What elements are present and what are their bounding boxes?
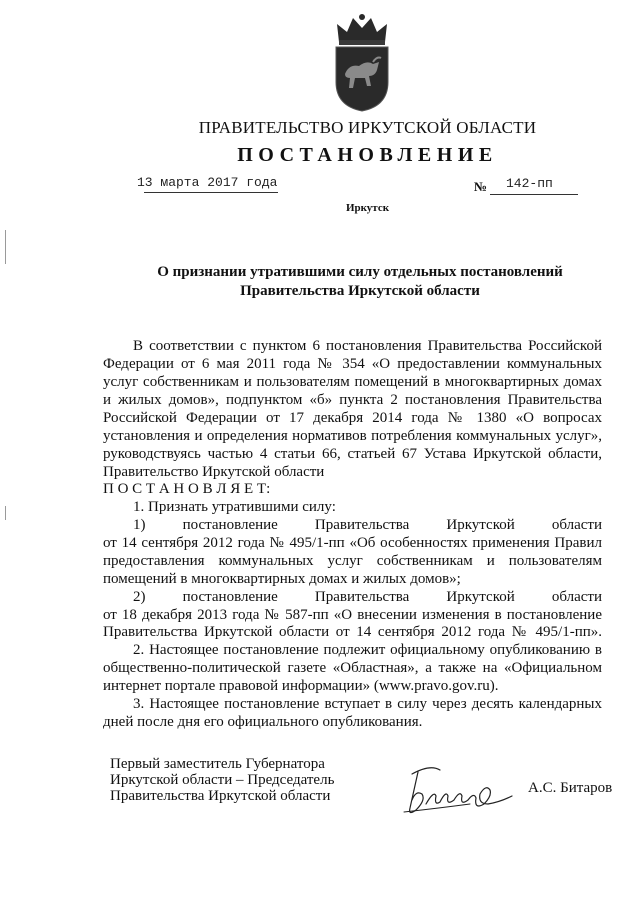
body-line: и жилых домов», подпунктом «б» пункта 2 постановления Правительства: [103, 392, 602, 408]
body-line: В соответствии с пунктом 6 постановления Правительства Российской: [133, 338, 602, 354]
city: Иркутск: [345, 202, 390, 214]
body-line: от 14 сентября 2012 года № 495/1-пп «Об особенностях применения Правил: [103, 535, 602, 551]
body-line: дней после дня его официального опубликования.: [103, 714, 423, 730]
body-line: 2) постановление Правительства Иркутской области: [133, 589, 602, 605]
date-underline: [144, 192, 278, 193]
body-line: Правительства Иркутской области от 14 сентября 2012 года № 495/1-пп».: [103, 624, 602, 640]
document-title-line-1: О признании утратившими силу отдельных постановлений: [157, 264, 563, 280]
document-type: ПОСТАНОВЛЕНИЕ: [237, 144, 498, 166]
document-number: 142-пп: [506, 176, 553, 191]
body-line: предоставления коммунальных услуг собственникам и пользователям: [103, 553, 602, 569]
resolves-heading: П О С Т А Н О В Л Я Е Т:: [103, 481, 271, 497]
body-line: руководствуясь частью 4 статьи 66, статьей 67 Устава Иркутской области,: [103, 446, 602, 462]
number-underline: [490, 194, 578, 195]
body-line: 2. Настоящее постановление подлежит официальному опубликованию в: [133, 642, 602, 658]
number-sign: №: [474, 179, 488, 194]
body-line: помещений в многоквартирных домах и жилых домов»;: [103, 571, 461, 587]
body-line: Российской Федерации от 17 декабря 2014 года № 1380 «О вопросах: [103, 410, 602, 426]
issuing-authority: ПРАВИТЕЛЬСТВО ИРКУТСКОЙ ОБЛАСТИ: [198, 118, 537, 137]
body-line: интернет портале правовой информации» (www.pravo.gov.ru).: [103, 678, 499, 694]
handwritten-signature: [400, 760, 520, 820]
signatory-post-line: Иркутской области – Председатель: [110, 772, 335, 788]
body-line: Федерации от 6 мая 2011 года № 354 «О предоставлении коммунальных: [103, 356, 602, 372]
signatory-post-line: Правительства Иркутской области: [110, 788, 331, 804]
body-line: 1. Признать утратившими силу:: [133, 499, 336, 515]
body-line: установления и определения нормативов потребления коммунальных услуг»,: [103, 428, 602, 444]
scan-mark: [5, 230, 6, 264]
scan-mark: [5, 506, 6, 520]
body-line: Правительство Иркутской области: [103, 464, 325, 480]
coat-of-arms-icon: [329, 12, 395, 112]
signatory-post-line: Первый заместитель Губернатора: [110, 756, 325, 772]
signatory-name: А.С. Битаров: [528, 780, 613, 796]
document-date: 13 марта 2017 года: [137, 175, 278, 190]
body-line: услуг собственникам и пользователям помещений в многоквартирных домах: [103, 374, 602, 390]
body-line: общественно-политической газете «Областная», а также на «Официальном: [103, 660, 602, 676]
body-line: 1) постановление Правительства Иркутской области: [133, 517, 602, 533]
document-title-line-2: Правительства Иркутской области: [240, 283, 480, 299]
body-line: от 18 декабря 2013 года № 587-пп «О внесении изменения в постановление: [103, 607, 602, 623]
body-line: 3. Настоящее постановление вступает в силу через десять календарных: [133, 696, 602, 712]
